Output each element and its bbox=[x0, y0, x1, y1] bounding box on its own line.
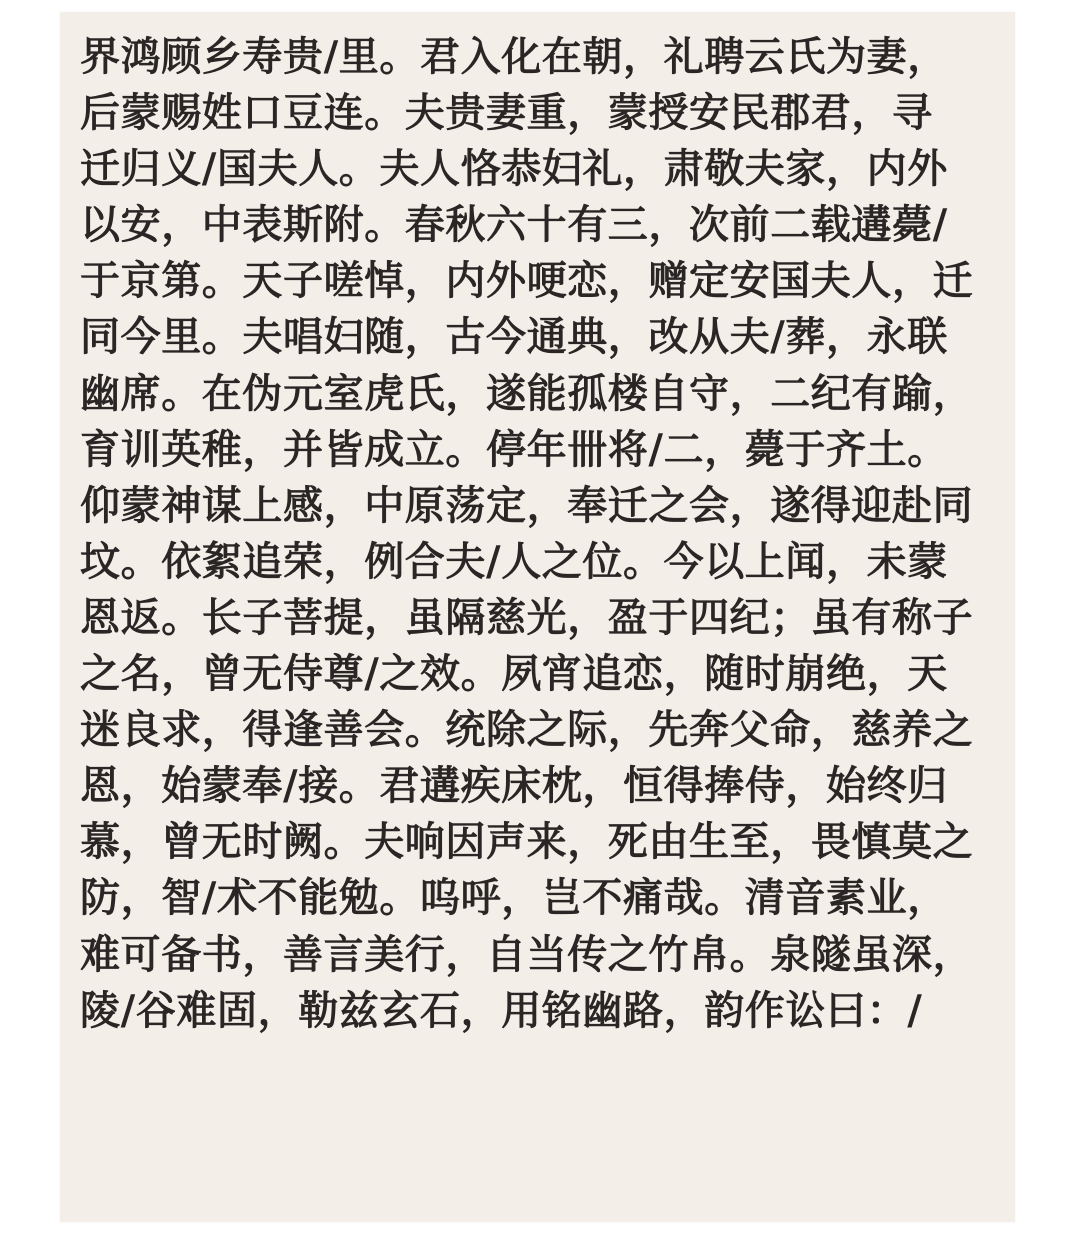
text-line: 之名，曾无侍尊/之效。夙宵追恋，随时崩绝，天 bbox=[80, 650, 948, 698]
text-line: 仰蒙神谋上感，中原荡定，奉迁之会，遂得迎赴同 bbox=[80, 481, 974, 529]
text-line: 恩返。长子菩提，虽隔慈光，盈于四纪；虽有称子 bbox=[80, 593, 974, 641]
text-line: 陵/谷难固，勒兹玄石，用铭幽路，韵作讼曰：/ bbox=[80, 986, 923, 1034]
text-line: 于京第。天子嗟悼，内外哽恋，赠定安国夫人，迁 bbox=[80, 257, 974, 305]
text-line: 迷良求，得逢善会。统除之际，先奔父命，慈养之 bbox=[80, 706, 974, 754]
text-line: 育训英稚，并皆成立。停年卌将/二，薨于齐土。 bbox=[80, 425, 948, 473]
scanned-book-page bbox=[60, 12, 1015, 1222]
text-line: 坟。依絮追荣，例合夫/人之位。今以上闻，未蒙 bbox=[80, 537, 948, 585]
text-line: 以安，中表斯附。春秋六十有三，次前二载遘薨/ bbox=[80, 201, 948, 249]
text-line: 后蒙赐姓口豆连。夫贵妻重，蒙授安民郡君，寻 bbox=[80, 89, 933, 137]
text-line: 难可备书，善言美行，自当传之竹帛。泉隧虽深， bbox=[80, 930, 974, 978]
epitaph-text bbox=[80, 29, 1005, 1039]
text-line: 恩，始蒙奉/接。君遘疾床枕，恒得捧侍，始终归 bbox=[80, 762, 948, 810]
text-line: 幽席。在伪元室虎氏，遂能孤楼自守，二纪有踰， bbox=[80, 369, 974, 417]
text-line: 迁归义/国夫人。夫人恪恭妇礼，肃敬夫家，内外 bbox=[80, 145, 948, 193]
text-line: 同今里。夫唱妇随，古今通典，改从夫/葬，永联 bbox=[80, 313, 948, 361]
text-line: 界鸿顾乡寿贵/里。君入化在朝，礼聘云氏为妻， bbox=[80, 33, 948, 80]
text-line: 慕，曾无时阙。夫响因声来，死由生至，畏慎莫之 bbox=[80, 818, 974, 866]
text-line: 防，智/术不能勉。呜呼，岂不痛哉。清音素业， bbox=[80, 874, 948, 922]
